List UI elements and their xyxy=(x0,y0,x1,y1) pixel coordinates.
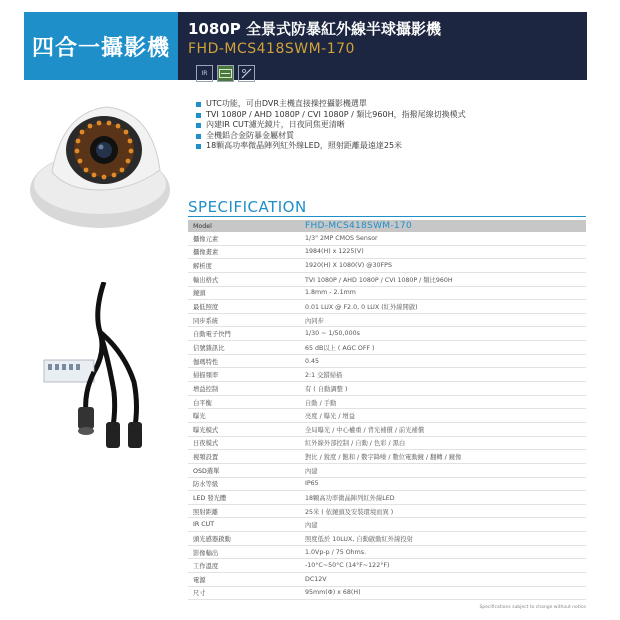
table-row xyxy=(188,313,586,327)
spec-key: 輸出格式 xyxy=(188,272,293,286)
spec-value: 亮度 / 曝光 / 增益 xyxy=(293,409,586,423)
spec-table xyxy=(188,220,586,600)
table-row xyxy=(188,504,586,518)
brand-label: 四合一攝影機 xyxy=(31,35,170,61)
spec-key: 電源 xyxy=(188,573,293,587)
product-model: FHD-MCS418SWM-170 xyxy=(188,41,355,57)
table-row xyxy=(188,368,586,382)
feature-item: 內建IR CUT濾光鏡片，日夜同焦更清晰 xyxy=(196,120,466,131)
spec-value: 內同步 xyxy=(293,313,586,327)
spec-value: 有 ( 自動調整 ) xyxy=(293,382,586,396)
spec-key: 解析度 xyxy=(188,259,293,273)
table-row xyxy=(188,422,586,436)
spec-header-row xyxy=(188,220,586,232)
spec-key: 信號雜訊比 xyxy=(188,341,293,355)
spec-value: 紅外線外部控制 / 自動 / 色彩 / 黑白 xyxy=(293,436,586,450)
table-row xyxy=(188,545,586,559)
spec-key: 曝光 xyxy=(188,409,293,423)
table-row xyxy=(188,573,586,587)
table-row xyxy=(188,382,586,396)
spec-value: 1920(H) X 1080(V) @30FPS xyxy=(293,259,586,273)
spec-value: 0.01 LUX @ F2.0, 0 LUX (紅外線開啟) xyxy=(293,300,586,314)
spec-key: 白平衡 xyxy=(188,395,293,409)
feature-item: 全機鋁合金防暴金屬材質 xyxy=(196,131,466,142)
spec-divider xyxy=(188,216,586,217)
spec-key: 防水等級 xyxy=(188,477,293,491)
table-row xyxy=(188,436,586,450)
feature-item: 18顆高功率微晶陣列紅外線LED，照射距離最遠達25米 xyxy=(196,141,466,152)
metal-badge-icon xyxy=(217,65,234,82)
spec-key: 攝像畫素 xyxy=(188,245,293,259)
spec-key: 視頻設置 xyxy=(188,450,293,464)
feature-item: UTC功能，可由DVR主機直接操控攝影機選單 xyxy=(196,99,466,110)
spec-key: 曝光模式 xyxy=(188,422,293,436)
table-row xyxy=(188,518,586,532)
table-row xyxy=(188,532,586,546)
spec-key: OSD選單 xyxy=(188,463,293,477)
spec-value: 65 dB以上 ( AGC OFF ) xyxy=(293,341,586,355)
table-row xyxy=(188,559,586,573)
spec-key: 日夜模式 xyxy=(188,436,293,450)
table-row xyxy=(188,341,586,355)
table-row xyxy=(188,286,586,300)
spec-heading: SPECIFICATION xyxy=(188,198,307,216)
spec-key: 尺寸 xyxy=(188,586,293,600)
disclaimer-note: Specifications subject to change without notice xyxy=(479,605,586,610)
spec-value: 照度低於 10LUX, 自動啟動紅外線投射 xyxy=(293,532,586,546)
table-row xyxy=(188,477,586,491)
spec-value: DC12V xyxy=(293,573,586,587)
table-row xyxy=(188,395,586,409)
table-row xyxy=(188,272,586,286)
spec-key: 同步系統 xyxy=(188,313,293,327)
table-row xyxy=(188,491,586,505)
spec-header-value: FHD-MCS418SWM-170 xyxy=(293,220,586,232)
spec-value: 18顆高功率微晶陣列紅外線LED xyxy=(293,491,586,505)
brand-banner xyxy=(24,12,178,80)
spec-key: 增益控制 xyxy=(188,382,293,396)
product-header xyxy=(178,12,587,80)
spec-key: 掃描頻率 xyxy=(188,368,293,382)
spec-value: 0.45 xyxy=(293,354,586,368)
table-row xyxy=(188,463,586,477)
dome-camera-image xyxy=(22,92,172,242)
table-row xyxy=(188,232,586,245)
table-row xyxy=(188,245,586,259)
spec-value: 自動 / 手動 xyxy=(293,395,586,409)
spec-value: 對比 / 銳度 / 飽和 / 數字降噪 / 數位電動鏡 / 翻轉 / 鏡像 xyxy=(293,450,586,464)
spec-value: 內建 xyxy=(293,518,586,532)
spec-value: 1.8mm - 2.1mm xyxy=(293,286,586,300)
spec-value: 1/30 ~ 1/50,000s xyxy=(293,327,586,341)
ir-badge-icon: IR xyxy=(196,65,213,82)
spec-value: 2:1 交錯掃描 xyxy=(293,368,586,382)
spec-value: 全局曝光 / 中心權重 / 背光補償 / 前光補償 xyxy=(293,422,586,436)
table-row xyxy=(188,259,586,273)
spec-key: 伽瑪特性 xyxy=(188,354,293,368)
table-row xyxy=(188,300,586,314)
spec-value: 25米 ( 依鏡頭及安裝環境而異 ) xyxy=(293,504,586,518)
spec-value: 1.0Vp-p / 75 Ohms. xyxy=(293,545,586,559)
spec-value: 95mm(Φ) x 68(H) xyxy=(293,586,586,600)
spec-key: 最低照度 xyxy=(188,300,293,314)
spec-key: 自動電子快門 xyxy=(188,327,293,341)
spec-key: 攝像元素 xyxy=(188,232,293,245)
spec-key: IR CUT xyxy=(188,518,293,532)
spec-value: TVI 1080P / AHD 1080P / CVI 1080P / 類比960H xyxy=(293,272,586,286)
spec-key: 影像輸出 xyxy=(188,545,293,559)
vandal-badge-icon xyxy=(238,65,255,82)
spec-header-key: Model xyxy=(188,220,293,232)
spec-value: 1/3" 2MP CMOS Sensor xyxy=(293,232,586,245)
table-row xyxy=(188,327,586,341)
spec-key: 照射距離 xyxy=(188,504,293,518)
spec-value: IP65 xyxy=(293,477,586,491)
spec-value: 1984(H) x 1225(V) xyxy=(293,245,586,259)
spec-key: LED 發光體 xyxy=(188,491,293,505)
spec-key: 鏡頭 xyxy=(188,286,293,300)
feature-badges xyxy=(196,65,255,82)
table-row xyxy=(188,354,586,368)
feature-item: TVI 1080P / AHD 1080P / CVI 1080P / 類比960H，指撥尾線切換模式 xyxy=(196,110,466,121)
product-title: 1080P 全景式防暴紅外線半球攝影機 xyxy=(188,20,441,38)
spec-value: 內建 xyxy=(293,463,586,477)
spec-value: -10°C~50°C (14°F~122°F) xyxy=(293,559,586,573)
spec-key: 工作溫度 xyxy=(188,559,293,573)
feature-list xyxy=(196,99,466,152)
table-row xyxy=(188,586,586,600)
spec-key: 頭光感器啟動 xyxy=(188,532,293,546)
table-row xyxy=(188,409,586,423)
pigtail-cable-image xyxy=(34,282,164,452)
table-row xyxy=(188,450,586,464)
